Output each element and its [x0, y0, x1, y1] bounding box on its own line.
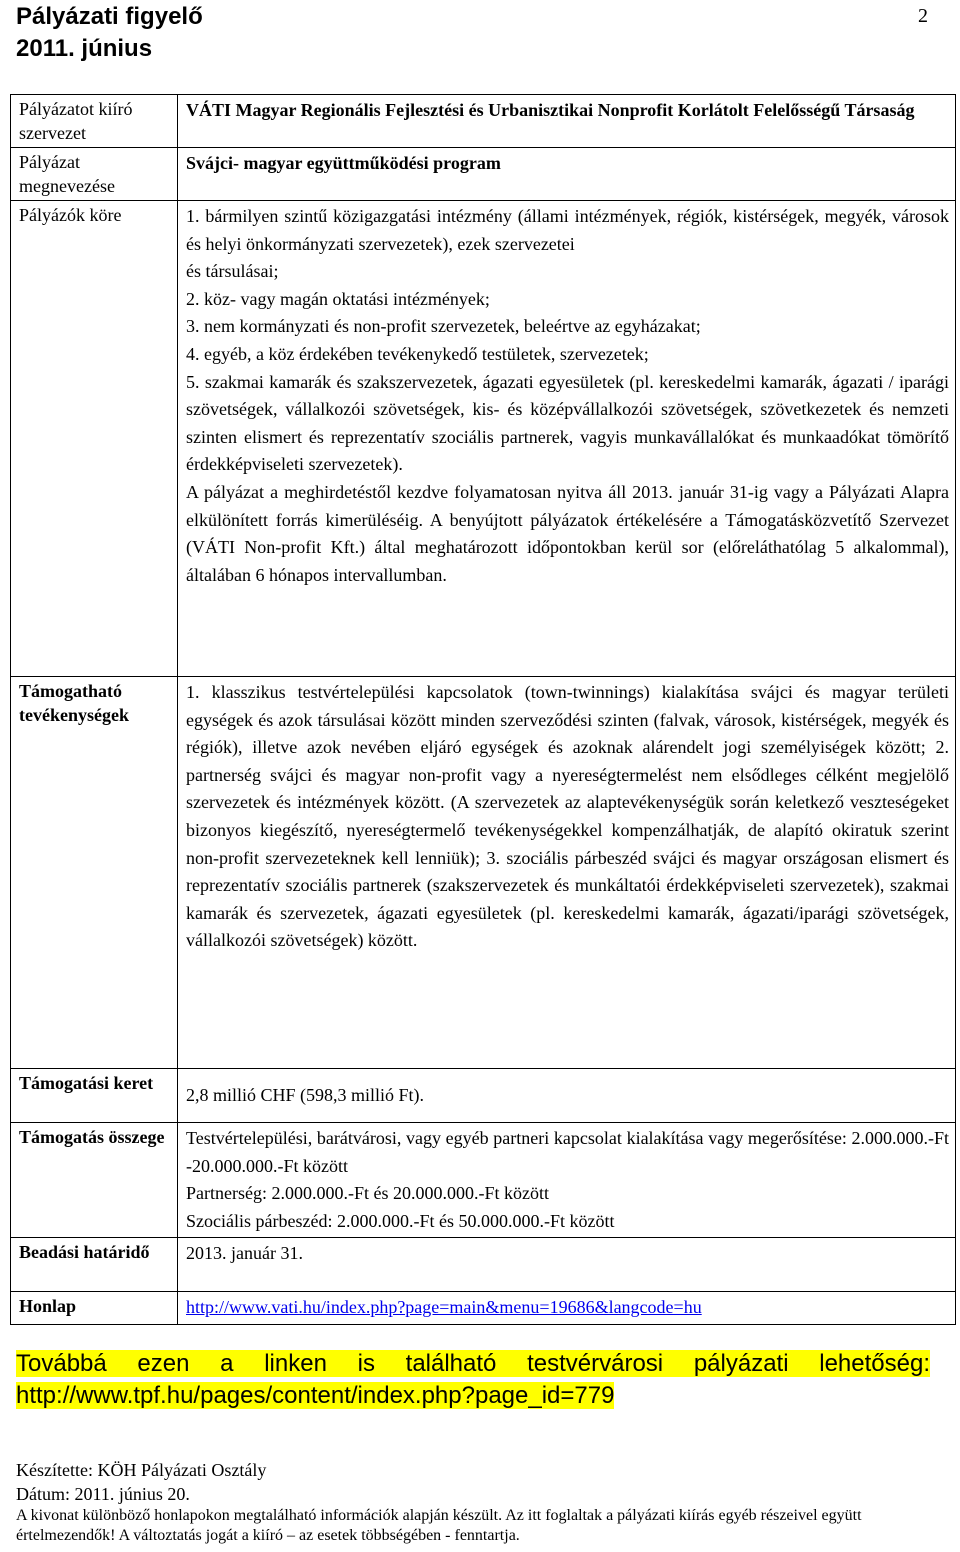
row-label: Támogatási keret: [11, 1069, 178, 1123]
table-row: [11, 1069, 956, 1123]
issue-date: 2011. június: [16, 35, 153, 62]
row-label: Pályázat megnevezése: [11, 148, 178, 201]
list-item: 1. bármilyen szintű közigazgatási intézmény (állami intézmények, régiók, kistérségek, megyék, városok és helyi önkormányzati szervezetek), ezek szervezetei: [186, 206, 949, 254]
table-row: [11, 148, 956, 201]
row-label: Beadási határidő: [11, 1238, 178, 1292]
row-value: [178, 1069, 956, 1123]
info-table: [10, 94, 956, 1325]
row-label: Honlap: [11, 1292, 178, 1325]
note-link[interactable]: http://www.tpf.hu/pages/content/index.php?page_id=779: [16, 1382, 615, 1409]
row-value: [178, 201, 956, 677]
list-item: 2. köz- vagy magán oktatási intézmények;: [186, 288, 490, 309]
table-row: [11, 1292, 956, 1325]
list-item: 3. nem kormányzati és non-profit szervezetek, beleértve az egyházakat;: [186, 316, 701, 337]
amount-line: Szociális párbeszéd: 2.000.000.-Ft és 50.000.000.-Ft között: [186, 1210, 615, 1231]
footer-disclaimer: A kivonat különböző honlapokon megtalálható információk alapján készült. Az itt foglaltak a pályázati kiírás egyéb részeivel együtt értelmezendők! A változtatás jogát a kiíró – az esetek többségében - fenntartja.: [16, 1507, 862, 1544]
amount-line: Testvértelepülési, barátvárosi, vagy egyéb partneri kapcsolat kialakítása vagy megerősítése: 2.000.000.-Ft -20.000.000.-Ft között: [186, 1128, 949, 1176]
homepage-link[interactable]: http://www.vati.hu/index.php?page=main&menu=19686&langcode=hu: [186, 1297, 702, 1318]
table-row: [11, 201, 956, 677]
list-item: 5. szakmai kamarák és szakszervezetek, ágazati egyesületek (pl. kereskedelmi kamarák, ágazati / iparági szövetségek, vállalkozói szövetségek, kis- és középvállalkozói szövetségek, szövetkezetek és nemzeti szinten elismert és reprezentatív szociális partnerek, vagyis munkavállalókat és munkaadókat tömörítő érdekképviseleti szervezetek).: [186, 371, 949, 475]
row-label: Támogatás összege: [11, 1123, 178, 1238]
row-value: VÁTI Magyar Regionális Fejlesztési és Urbanisztikai Nonprofit Korlátolt Felelősségű Társaság: [178, 95, 956, 148]
additional-note: [16, 1348, 930, 1412]
row-value-text: 2,8 millió CHF (598,3 millió Ft).: [186, 1084, 425, 1105]
list-item: és társulásai;: [186, 261, 279, 282]
note-text: Továbbá ezen a linken is található testvérvárosi pályázati lehetőség:: [16, 1350, 930, 1377]
row-value: 1. klasszikus testvértelepülési kapcsolatok (town-twinnings) kialakítása svájci és magyar területi egységek és azok társulásai között minden szerveződési szinten (falvak, városok, kistérségek, megyék és régiók), illetve azok nevében eljáró egységek és azoknak alárendelt jogi személyiségek között; 2. partnerség svájci és magyar non-profit vagy a nyereségtermelést nem elsődleges célként megjelölő szervezetek és intézmények között. (A szervezetek az alaptevékenységük során keletkező veszteségeket bizonyos kiegészítő, nyereségtermelő tevékenységekkel kompenzálhatják, de alapító okiratuk szerint non-profit szervezeteknek kell lenniük); 3. szociális párbeszéd svájci és magyar országosan elismert és reprezentatív szociális partnerek (szakszervezetek és munkáltatói érdekképviseleti szervezetek), szakmai kamarák és szervezetek, ágazati egyesületek (pl. kereskedelmi kamarák, ágazati/iparági szövetségek, vállalkozói szövetségek) között.: [178, 677, 956, 1069]
table-row: [11, 677, 956, 1069]
row-value: Svájci- magyar együttműködési program: [178, 148, 956, 201]
page-number: 2: [918, 5, 928, 27]
footer-author: Készítette: KÖH Pályázati Osztály: [16, 1460, 267, 1480]
footer-date: Dátum: 2011. június 20.: [16, 1484, 190, 1504]
row-value: [178, 1292, 956, 1325]
row-label: Pályázók köre: [11, 201, 178, 677]
list-item: A pályázat a meghirdetéstől kezdve folyamatosan nyitva áll 2013. január 31-ig vagy a Pályázati Alapra elkülönített forrás kimerüléséig. A benyújtott pályázatok értékelésére a Támogatásközvetítő Szervezet (VÁTI Non-profit Kft.) által meghatározott időpontokban kerül sor (előreláthatólag 5 alkalommal), általában 6 hónapos intervallumban.: [186, 481, 949, 585]
table-row: [11, 1123, 956, 1238]
table-row: [11, 95, 956, 148]
table-row: [11, 1238, 956, 1292]
row-value: 2013. január 31.: [178, 1238, 956, 1292]
row-label: Pályázatot kiíró szervezet: [11, 95, 178, 148]
row-label: Támogatható tevékenységek: [11, 677, 178, 1069]
row-value: [178, 1123, 956, 1238]
footer: [16, 1458, 946, 1546]
list-item: 4. egyéb, a köz érdekében tevékenykedő testületek, szervezetek;: [186, 343, 649, 364]
amount-line: Partnerség: 2.000.000.-Ft és 20.000.000.-Ft között: [186, 1183, 549, 1204]
page-title: Pályázati figyelő: [16, 3, 203, 30]
